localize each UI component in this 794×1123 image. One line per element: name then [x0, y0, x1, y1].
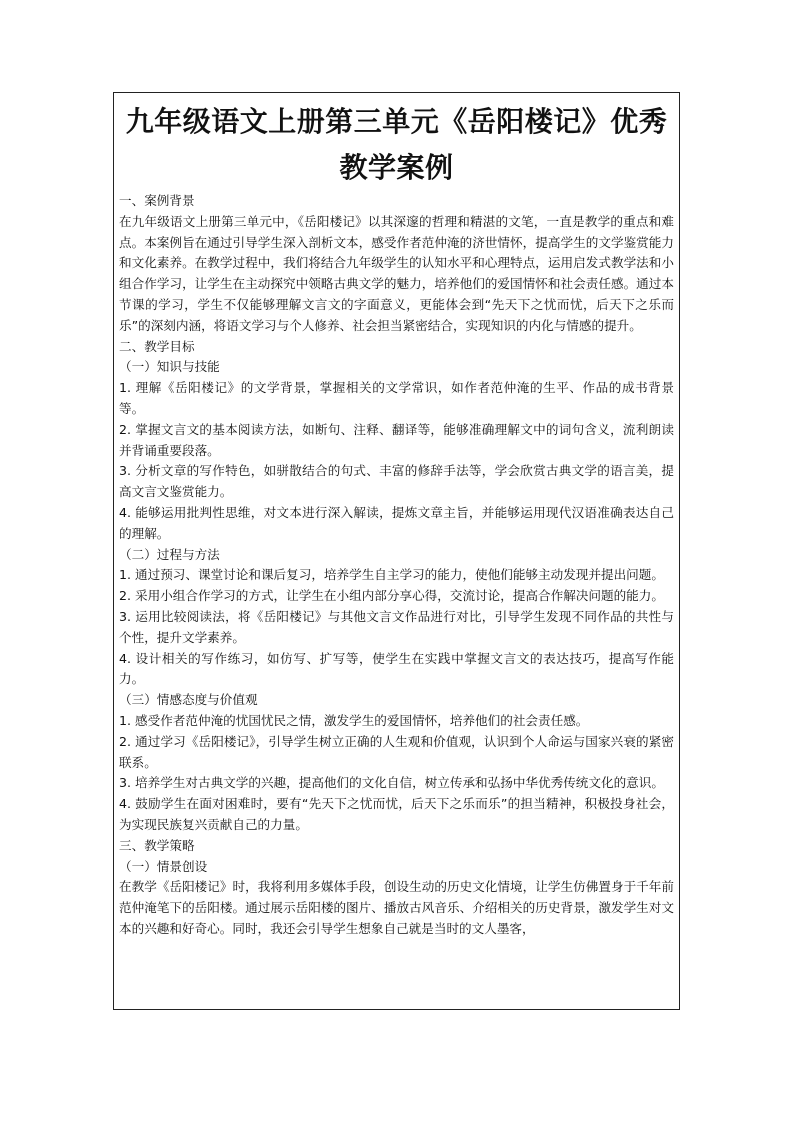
scenario-paragraph: 在教学《岳阳楼记》时，我将利用多媒体手段，创设生动的历史文化情境，让学生仿佛置身于千年前范仲淹笔下的岳阳楼。通过展示岳阳楼的图片、播放古风音乐、介绍相关的历史背景，激发学生对文本的兴趣和好奇心。同时，我还会引导学生想象自己就是当时的文人墨客， — [119, 879, 674, 936]
list-item: 3. 培养学生对古典文学的兴趣，提高他们的文化自信，树立传承和弘扬中华优秀传统文化的意识。 — [119, 775, 664, 791]
subheading-process-methods: （二）过程与方法 — [119, 546, 220, 562]
list-item: 2. 通过学习《岳阳楼记》，引导学生树立正确的人生观和价值观，认识到个人命运与国家兴衰的紧密联系。 — [119, 733, 674, 770]
list-item: 2. 采用小组合作学习的方式，让学生在小组内部分享心得，交流讨论，提高合作解决问题的能力。 — [119, 588, 664, 604]
document-body — [114, 191, 679, 940]
list-item: 2. 掌握文言文的基本阅读方法，如断句、注释、翻译等，能够准确理解文中的词句含义，流利朗读并背诵重要段落。 — [119, 421, 674, 458]
background-paragraph: 在九年级语文上册第三单元中，《岳阳楼记》以其深邃的哲理和精湛的文笔，一直是教学的重点和难点。本案例旨在通过引导学生深入剖析文本，感受作者范仲淹的济世情怀，提高学生的文学鉴赏能力和文化素养。在教学过程中，我们将结合九年级学生的认知水平和心理特点，运用启发式教学法和小组合作学习，让学生在主动探究中领略古典文学的魅力，培养他们的爱国情怀和社会责任感。通过本节课的学习，学生不仅能够理解文言文的字面意义，更能体会到“先天下之忧而忧，后天下之乐而乐”的深刻内涵，将语文学习与个人修养、社会担当紧密结合，实现知识的内化与情感的提升。 — [119, 213, 674, 333]
section-heading-strategies: 三、教学策略 — [119, 837, 195, 853]
subheading-scenario-creation: （一）情景创设 — [119, 858, 208, 874]
section-heading-background: 一、案例背景 — [119, 193, 195, 208]
list-item: 3. 分析文章的写作特色，如骈散结合的句式、丰富的修辞手法等，学会欣赏古典文学的语言美，提高文言文鉴赏能力。 — [119, 463, 674, 500]
list-item: 1. 理解《岳阳楼记》的文学背景，掌握相关的文学常识，如作者范仲淹的生平、作品的成书背景等。 — [119, 380, 674, 416]
section-heading-objectives: 二、教学目标 — [119, 338, 195, 354]
list-item: 1. 通过预习、课堂讨论和课后复习，培养学生自主学习的能力，使他们能够主动发现并提出问题。 — [119, 567, 664, 583]
list-item: 4. 鼓励学生在面对困难时，要有“先天下之忧而忧，后天下之乐而乐”的担当精神，积极投身社会，为实现民族复兴贡献自己的力量。 — [119, 796, 674, 832]
subheading-emotion-values: （三）情感态度与价值观 — [119, 692, 258, 708]
document-title: 九年级语文上册第三单元《岳阳楼记》优秀教学案例 — [125, 105, 668, 184]
list-item: 4. 设计相关的写作练习，如仿写、扩写等，使学生在实践中掌握文言文的表达技巧，提高写作能力。 — [119, 650, 674, 687]
document-frame — [113, 92, 680, 1010]
list-item: 4. 能够运用批判性思维，对文本进行深入解读，提炼文章主旨，并能够运用现代汉语准确表达自己的理解。 — [119, 504, 674, 541]
subheading-knowledge-skills: （一）知识与技能 — [119, 359, 220, 375]
list-item: 1. 感受作者范仲淹的忧国忧民之情，激发学生的爱国情怀，培养他们的社会责任感。 — [119, 712, 589, 728]
list-item: 3. 运用比较阅读法，将《岳阳楼记》与其他文言文作品进行对比，引导学生发现不同作品的共性与个性，提升文学素养。 — [119, 608, 674, 645]
